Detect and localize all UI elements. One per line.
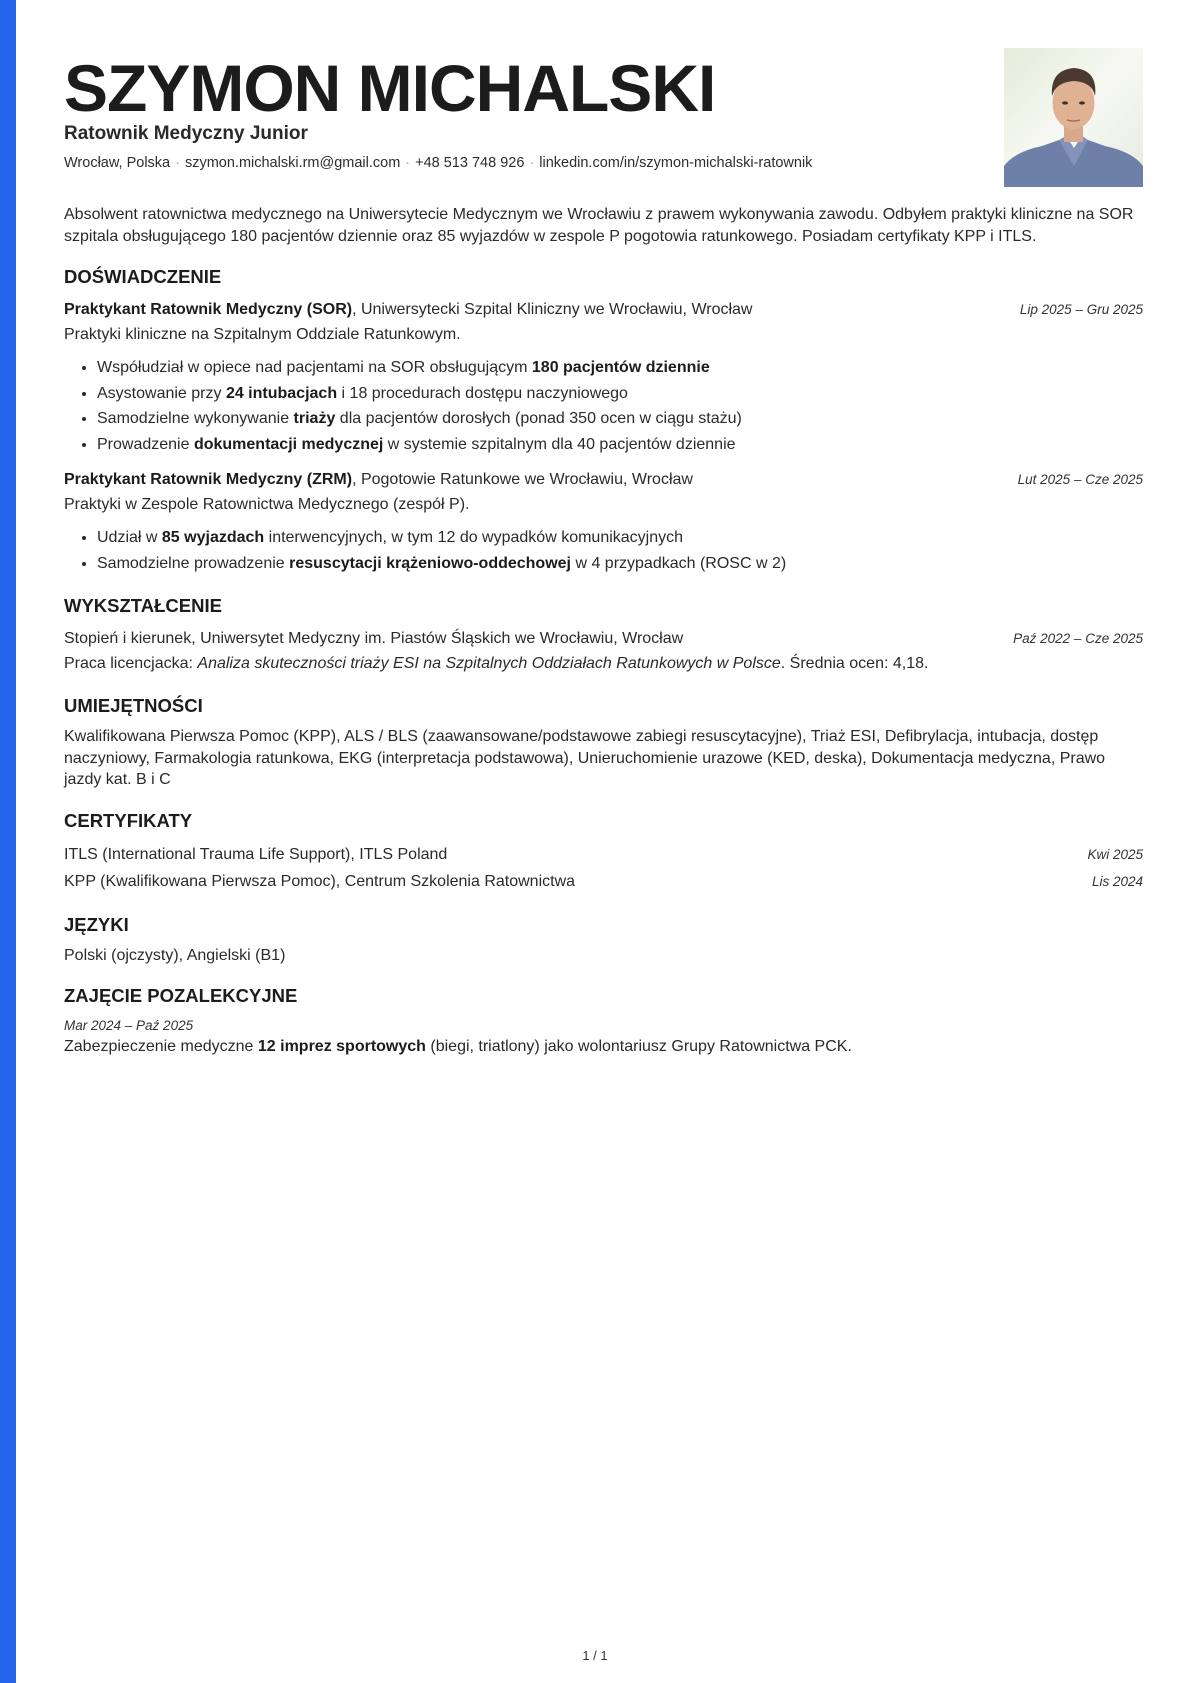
profile-photo — [1004, 48, 1143, 187]
skills-text: Kwalifikowana Pierwsza Pomoc (KPP), ALS / BLS (zaawansowane/podstawowe zabiegi resuscytacyjne), Triaż ESI, Defibrylacja, intubacja, dostęp naczyniowy, Farmakologia ratunkowa, EKG (interpretacja podstawowa), Unieruchomienie urazowe (KED, deska), Dokumentacja medyczna, Prawo jazdy kat. B i C — [64, 728, 1106, 788]
certificate-item — [64, 868, 1143, 895]
extracurricular-date: Mar 2024 – Paź 2025 — [64, 1018, 194, 1033]
candidate-name: SZYMON MICHALSKI — [64, 51, 716, 125]
job-title: Praktykant Ratownik Medyczny (SOR) — [64, 301, 353, 318]
certificate-name: ITLS (International Trauma Life Support), ITLS Poland — [64, 845, 448, 863]
accent-bar — [0, 0, 16, 1683]
bullet-item: • Współudział w opiece nad pacjentami na SOR obsługującym 180 pacjentów dziennie — [97, 355, 1143, 381]
certificate-item — [64, 841, 1143, 868]
job-bullets — [64, 355, 1143, 457]
resume-page — [64, 0, 1143, 1058]
certificate-date: Kwi 2025 — [1087, 846, 1143, 862]
job-date: Lip 2025 – Gru 2025 — [1019, 302, 1143, 317]
education-thesis: Praca licencjacka: Analiza skuteczności triaży ESI na Szpitalnych Oddziałach Ratunkowych w Polsce. Średnia ocen: 4,18. — [64, 655, 929, 672]
contact-location: Wrocław, Polska — [64, 155, 171, 171]
certificate-date: Lis 2024 — [1091, 873, 1143, 889]
thesis-title: Analiza skuteczności triaży ESI na Szpitalnych Oddziałach Ratunkowych w Polsce — [197, 655, 781, 672]
languages-text: Polski (ojczysty), Angielski (B1) — [64, 946, 286, 964]
job-description: Praktyki w Zespole Ratownictwa Medycznego (zespół P). — [64, 496, 470, 513]
person-photo-icon — [1004, 48, 1143, 187]
experience-item — [64, 297, 1143, 457]
separator-dot: · — [175, 155, 180, 171]
experience-header — [64, 467, 1143, 492]
bullet-item: • Samodzielne prowadzenie resuscytacji krążeniowo-oddechowej w 4 przypadkach (ROSC w 2) — [97, 551, 1143, 577]
contact-phone[interactable]: +48 513 748 926 — [415, 155, 525, 171]
section-title-certificates: CERTYFIKATY — [64, 809, 193, 831]
section-title-extracurricular: ZAJĘCIE POZALEKCYJNE — [64, 985, 298, 1006]
job-title: Praktykant Ratownik Medyczny (ZRM) — [64, 471, 353, 488]
contact-email[interactable]: szymon.michalski.rm@gmail.com — [184, 155, 401, 171]
certificate-name: KPP (Kwalifikowana Pierwsza Pomoc), Centrum Szkolenia Ratownictwa — [64, 872, 576, 890]
resume-header — [64, 0, 1143, 188]
candidate-role: Ratownik Medyczny Junior — [64, 123, 308, 144]
education-section — [64, 594, 1143, 676]
bullet-item: • Samodzielne wykonywanie triaży dla pacjentów dorosłych (ponad 350 ocen w ciągu stażu) — [97, 406, 1143, 432]
bullet-item: • Udział w 85 wyjazdach interwencyjnych, w tym 12 do wypadków komunikacyjnych — [97, 525, 1143, 551]
extracurricular-section — [64, 984, 1143, 1058]
languages-section — [64, 913, 1143, 967]
contact-line — [64, 153, 812, 173]
job-org: , Uniwersytecki Szpital Kliniczny we Wrocławiu, Wrocław — [352, 301, 753, 318]
experience-item — [64, 467, 1143, 576]
job-org: , Pogotowie Ratunkowe we Wrocławiu, Wrocław — [352, 471, 693, 488]
extracurricular-text: Zabezpieczenie medyczne 12 imprez sportowych (biegi, triatlony) jako wolontariusz Grupy Ratownictwa PCK. — [64, 1038, 852, 1055]
experience-section — [64, 265, 1143, 576]
education-date: Paź 2022 – Cze 2025 — [1013, 631, 1143, 646]
experience-header — [64, 297, 1143, 322]
job-date: Lut 2025 – Cze 2025 — [1017, 472, 1143, 487]
section-title-skills: UMIEJĘTNOŚCI — [64, 695, 203, 716]
section-title-education: WYKSZTAŁCENIE — [64, 595, 222, 616]
bullet-item: • Prowadzenie dokumentacji medycznej w systemie szpitalnym dla 40 pacjentów dziennie — [97, 432, 1143, 458]
skills-section — [64, 694, 1143, 791]
job-description: Praktyki kliniczne na Szpitalnym Oddziale Ratunkowym. — [64, 326, 461, 343]
certificates-section — [64, 809, 1143, 895]
job-bullets — [64, 525, 1143, 576]
summary-paragraph: Absolwent ratownictwa medycznego na Uniwersytecie Medycznym we Wrocławiu z prawem wykonywania zawodu. Odbyłem praktyki kliniczne na SOR szpitala obsługującego 180 pacjentów dziennie oraz 85 wyjazdów w zespole P pogotowia ratunkowego. Posiadam certyfikaty KPP i ITLS. — [64, 206, 1134, 245]
contact-linkedin[interactable]: linkedin.com/in/szymon-michalski-ratownik — [539, 155, 813, 171]
education-header — [64, 626, 1143, 651]
page-number: 1 / 1 — [582, 1648, 608, 1663]
bullet-item: • Asystowanie przy 24 intubacjach i 18 procedurach dostępu naczyniowego — [97, 381, 1143, 407]
education-degree: Stopień i kierunek, Uniwersytet Medyczny im. Piastów Śląskich we Wrocławiu, Wrocław — [64, 630, 684, 647]
section-title-experience: DOŚWIADCZENIE — [64, 266, 222, 287]
separator-dot: · — [529, 155, 535, 171]
separator-dot: · — [405, 155, 411, 171]
section-title-languages: JĘZYKI — [64, 913, 129, 935]
